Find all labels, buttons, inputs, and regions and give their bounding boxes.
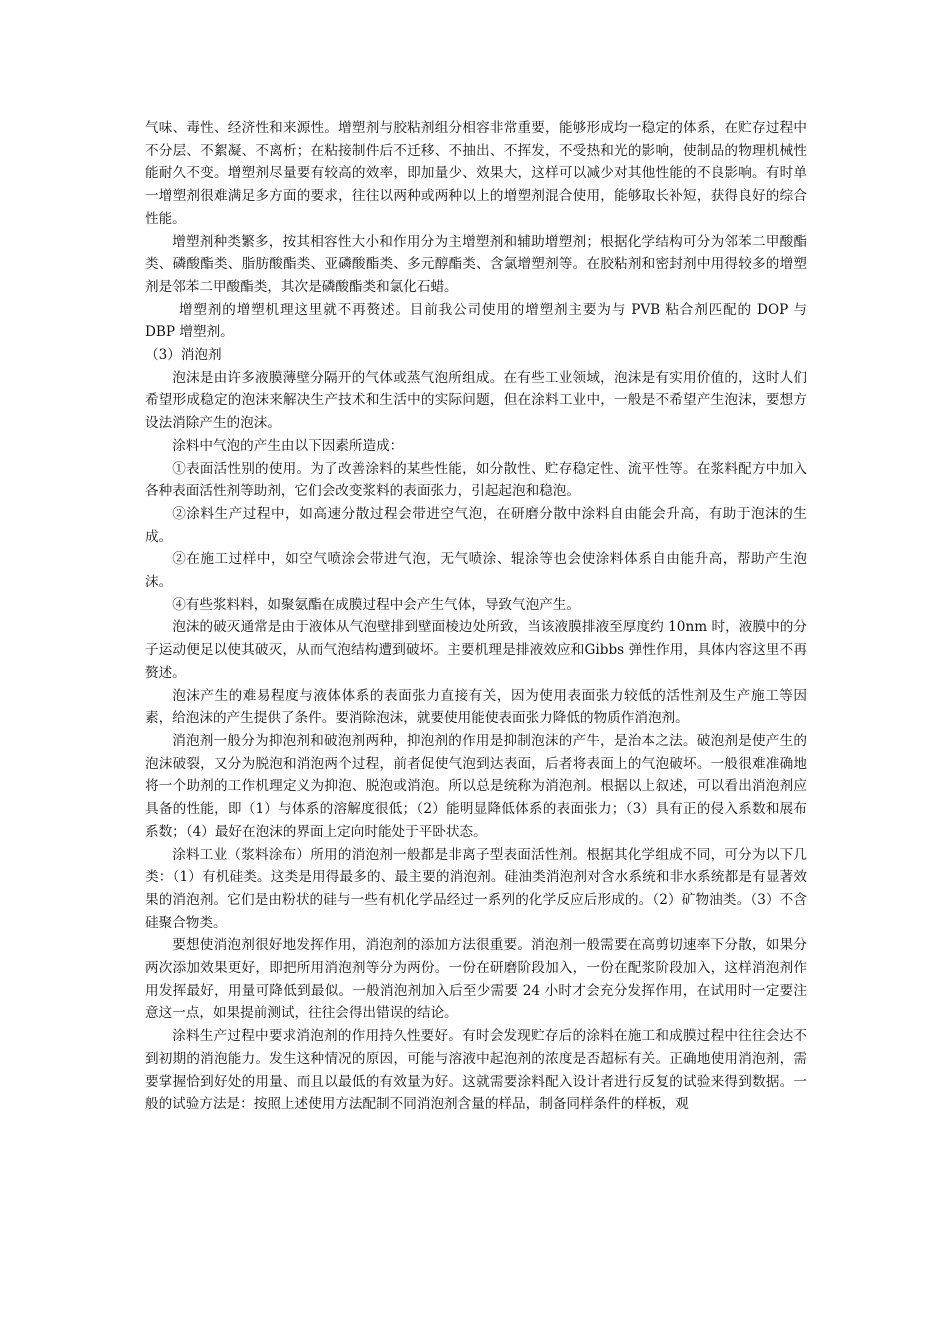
paragraph-bubble-causes-intro: 涂料中气泡的产生由以下因素所造成： [172,437,404,454]
paragraph-plasticizer-requirements: 气味、毒性、经济性和来源性。增塑剂与胶粘剂组分相容非常重要，能够形成均一稳定的体系，在贮存过程中不分层、不絮凝、不离析；在粘接制件后不迁移、不抽出、不挥发，不受热和光的影响，使制品的物理机械性能耐久不变。增塑剂尽量要有较高的效率，即加量少、效果大，这样可以减少对其他性能的不良影响。有时单一增塑剂很难满足多方面的要求，往往以两种或两种以上的增塑剂混合使用，能够取长补短，获得良好的综合性能。 [145,120,807,227]
section-heading-defoamer: （3）消泡剂 [145,347,222,364]
list-item-cause-1: ①表面活性别的使用。为了改善涂料的某些性能，如分散性、贮存稳定性、流平性等。在浆料配方中加入各种表面活性剂等助剂，它们会改变浆料的表面张力，引起起泡和稳泡。 [145,460,807,500]
list-item-cause-2: ②涂料生产过程中，如高速分散过程会带进空气泡，在研磨分散中涂料自由能会升高，有助于泡沫的生成。 [145,505,807,545]
paragraph-defoamer-types: 涂料工业（浆料涂布）所用的消泡剂一般都是非离子型表面活性剂。根据其化学组成不同，可分为以下几类：（1）有机硅类。这类是用得最多的、最主要的消泡剂。硅油类消泡剂对含水系统和非水系统都是有显著效果的消泡剂。它们是由粉状的硅与一些有机化学品经过一系列的化学反应后形成的。（2）矿物油类。（3）不含硅聚合物类。 [145,846,807,931]
paragraph-plasticizer-mechanism: 增塑剂的增塑机理这里就不再赘述。目前我公司使用的增塑剂主要为与 PVB 粘合剂匹配的 DOP 与 DBP 增塑剂。 [145,301,807,341]
list-item-cause-4: ④有些浆料料，如聚氨酯在成膜过程中会产生气体，导致气泡产生。 [172,596,580,613]
paragraph-defoamer-addition: 要想使消泡剂很好地发挥作用，消泡剂的添加方法很重要。消泡剂一般需要在高剪切速率下分散，如果分两次添加效果更好，即把所用消泡剂等分为两份。一份在研磨阶段加入，一份在配浆阶段加入，这样消泡剂作用发挥最好，用量可降低到最似。一般消泡剂加入后至少需要 24 小时才会充分发挥作用，在试用时一定要注意这一点，如果提前测试，往往会得出错误的结论。 [145,937,807,1022]
document-body [145,117,807,1116]
paragraph-surface-tension: 泡沫产生的难易程度与液体体系的表面张力直接有关，因为使用表面张力较低的活性剂及生产施工等因素，给泡沫的产生提供了条件。要消除泡沫，就要使用能使表面张力降低的物质作消泡剂。 [145,687,807,727]
paragraph-defoamer-classification: 消泡剂一般分为抑泡剂和破泡剂两种，抑泡剂的作用是抑制泡沫的产牛，是治本之法。破泡剂是使产生的泡沫破裂，又分为脱泡和消泡两个过程，前者促使气泡到达表面，后者将表面上的气泡破坏。一般很难准确地将一个助剂的工作机理定义为抑泡、脱泡或消泡。所以总是统称为消泡剂。根据以上叙述，可以看出消泡剂应具备的性能，即（1）与体系的溶解度很低；（2）能明显降低体系的表面张力；（3）具有正的侵入系数和展布系数；（4）最好在泡沫的界面上定向时能处于平卧状态。 [145,732,807,840]
list-item-cause-3: ②在施工过样中，如空气喷涂会带进气泡，无气喷涂、辊涂等也会使涂料体系自由能升高，帮助产生泡沫。 [145,551,807,591]
paragraph-plasticizer-types: 增塑剂种类繁多，按其相容性大小和作用分为主增塑剂和辅助增塑剂；根据化学结构可分为邻苯二甲酸酯类、磷酸酯类、脂肪酸酯类、亚磷酸酯类、多元醇酯类、含氯增塑剂等。在胶粘剂和密封剂中用得较多的增塑剂是邻苯二甲酸酯类，其次是磷酸酯类和氯化石蜡。 [145,233,807,295]
paragraph-foam-collapse: 泡沫的破灭通常是由于液体从气泡壁排到壁面棱边处所致，当该液膜排液至厚度约 10nm 时，液膜中的分子运动便足以使其破灭，从而气泡结构遭到破坏。主要机理是排液效应和Gibbs 弹性作用，具体内容这里不再赘述。 [145,619,807,681]
paragraph-defoamer-durability: 涂料生产过程中要求消泡剂的作用持久性要好。有时会发现贮存后的涂料在施工和成膜过程中往往会达不到初期的消泡能力。发生这种情况的原因，可能与溶液中起泡剂的浓度是否超标有关。正确地使用消泡剂，需要掌握恰到好处的用量、而且以最低的有效量为好。这就需要涂料配入设计者进行反复的试验来得到数据。一般的试验方法是：按照上述使用方法配制不同消泡剂含量的样品，制备同样条件的样板，观 [145,1028,807,1113]
paragraph-foam-definition: 泡沫是由许多液膜薄壁分隔开的气体或蒸气泡所组成。在有些工业领域，泡沫是有实用价值的，这时人们希望形成稳定的泡沫来解决生产技术和生活中的实际问题，但在涂料工业中，一般是不希望产生泡沫，要想方设法消除产生的泡沫。 [145,369,807,432]
